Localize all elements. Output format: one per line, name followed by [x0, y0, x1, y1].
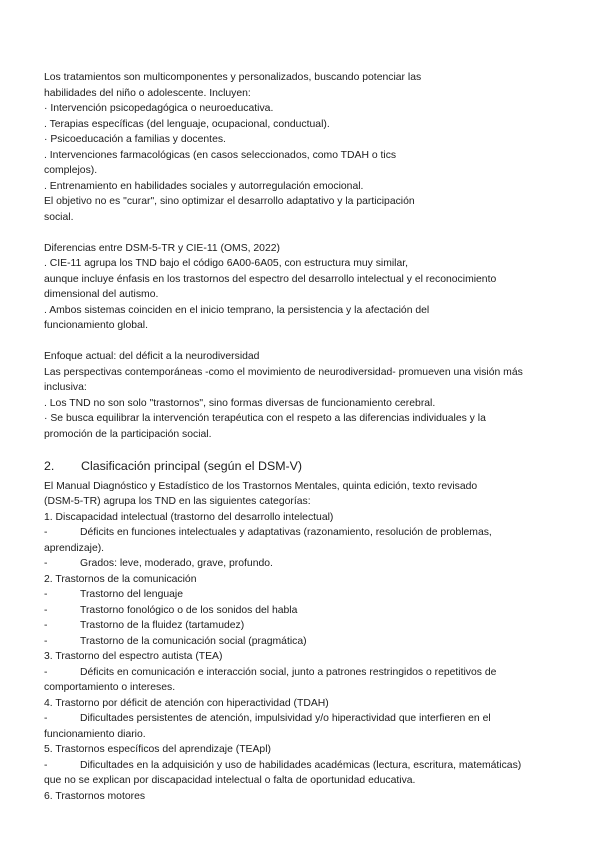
text-line: habilidades del niño o adolescente. Incluyen: [44, 87, 251, 99]
text-line: (DSM-5-TR) agrupa los TND en las siguientes categorías: [44, 496, 311, 507]
category-list [44, 510, 564, 805]
list-item: - Trastorno del lenguaje [44, 587, 564, 603]
text-line: . Los TND no son solo "trastornos", sino formas diversas de funcionamiento cerebral. [44, 397, 436, 409]
list-item: - Trastorno de la comunicación social (pragmática) [44, 634, 564, 650]
neurodiversity-paragraph [44, 349, 564, 442]
text-line: Enfoque actual: del déficit a la neurodiversidad [44, 351, 260, 362]
section-number: 2. [44, 458, 55, 473]
dash-bullet: - [44, 713, 48, 724]
text-line: · Intervención psicopedagógica o neuroeducativa. [44, 103, 274, 114]
dsm-cie-differences-paragraph [44, 241, 564, 334]
category-title: 2. Trastornos de la comunicación [44, 573, 197, 585]
dash-bullet: - [44, 558, 48, 569]
text-line: . Intervenciones farmacológicas (en casos seleccionados, como TDAH o tics [44, 149, 397, 161]
text-line: inclusiva: [44, 382, 87, 393]
text-line: Diferencias entre DSM-5-TR y CIE-11 (OMS, 2022) [44, 242, 280, 254]
text-line: aprendizaje). [44, 542, 105, 554]
list-item: - Trastorno fonológico o de los sonidos del habla [44, 603, 564, 619]
text-line: · Se busca equilibrar la intervención terapéutica con el respeto a las diferencias individuales y la [44, 413, 486, 424]
section-heading [44, 458, 564, 475]
dash-bullet: - [44, 759, 48, 771]
text-line: El Manual Diagnóstico y Estadístico de los Trastornos Mentales, quinta edición, texto revisado [44, 480, 478, 492]
text-line: social. [44, 211, 74, 223]
text-line: . Entrenamiento en habilidades sociales y autorregulación emocional. [44, 180, 364, 192]
category-title: 5. Trastornos específicos del aprendizaje (TEApl) [44, 744, 271, 755]
section-title: Clasificación principal (según el DSM-V) [81, 458, 303, 473]
text-line: comportamiento o intereses. [44, 682, 176, 693]
list-item: - Déficits en comunicación e interacción social, junto a patrones restringidos o repetitivos de [44, 665, 564, 681]
text-line: funcionamiento global. [44, 320, 148, 331]
dash-bullet: - [44, 589, 48, 600]
treatments-paragraph [44, 70, 564, 225]
list-item: - Trastorno de la fluidez (tartamudez) [44, 618, 564, 634]
category-title: 6. Trastornos motores [44, 790, 146, 802]
text-line: dimensional del autismo. [44, 289, 159, 300]
text-line: . Terapias específicas (del lenguaje, ocupacional, conductual). [44, 118, 330, 130]
text-line: promoción de la participación social. [44, 428, 212, 440]
text-line: · Psicoeducación a familias y docentes. [44, 134, 226, 145]
text-line: El objetivo no es "curar", sino optimizar el desarrollo adaptativo y la participación [44, 196, 415, 207]
dash-bullet: - [44, 635, 48, 647]
spacer [44, 334, 564, 350]
text-line: complejos). [44, 165, 98, 176]
text-line: que no se explican por discapacidad intelectual o falta de oportunidad educativa. [44, 775, 416, 786]
list-item: - Dificultades en la adquisición y uso de habilidades académicas (lectura, escritura, matemáticas) [44, 758, 564, 774]
text-line: . Ambos sistemas coinciden en el inicio temprano, la persistencia y la afectación del [44, 304, 430, 316]
spacer [44, 225, 564, 241]
text-line: . CIE-11 agrupa los TND bajo el código 6A00-6A05, con estructura muy similar, [44, 258, 409, 269]
category-title: 4. Trastorno por déficit de atención con hiperactividad (TDAH) [44, 697, 329, 709]
list-item: - Déficits en funciones intelectuales y adaptativas (razonamiento, resolución de problemas, [44, 525, 564, 541]
text-line: Las perspectivas contemporáneas -como el movimiento de neurodiversidad- promueven una visión más [44, 366, 523, 378]
list-item: - Grados: leve, moderado, grave, profundo. [44, 556, 564, 572]
intro-paragraph [44, 479, 564, 510]
spacer [44, 442, 564, 458]
category-title: 1. Discapacidad intelectual (trastorno del desarrollo intelectual) [44, 511, 334, 523]
text-line: funcionamiento diario. [44, 728, 146, 740]
dash-bullet: - [44, 527, 48, 538]
text-line: Los tratamientos son multicomponentes y personalizados, buscando potenciar las [44, 72, 422, 83]
list-item: - Dificultades persistentes de atención, impulsividad y/o hiperactividad que interfieren en el [44, 711, 564, 727]
text-line: aunque incluye énfasis en los trastornos del espectro del desarrollo intelectual y el reconocimiento [44, 273, 497, 285]
category-title: 3. Trastorno del espectro autista (TEA) [44, 651, 223, 662]
dash-bullet: - [44, 620, 48, 631]
document-page [44, 70, 564, 804]
dash-bullet: - [44, 666, 48, 678]
dash-bullet: - [44, 604, 48, 616]
